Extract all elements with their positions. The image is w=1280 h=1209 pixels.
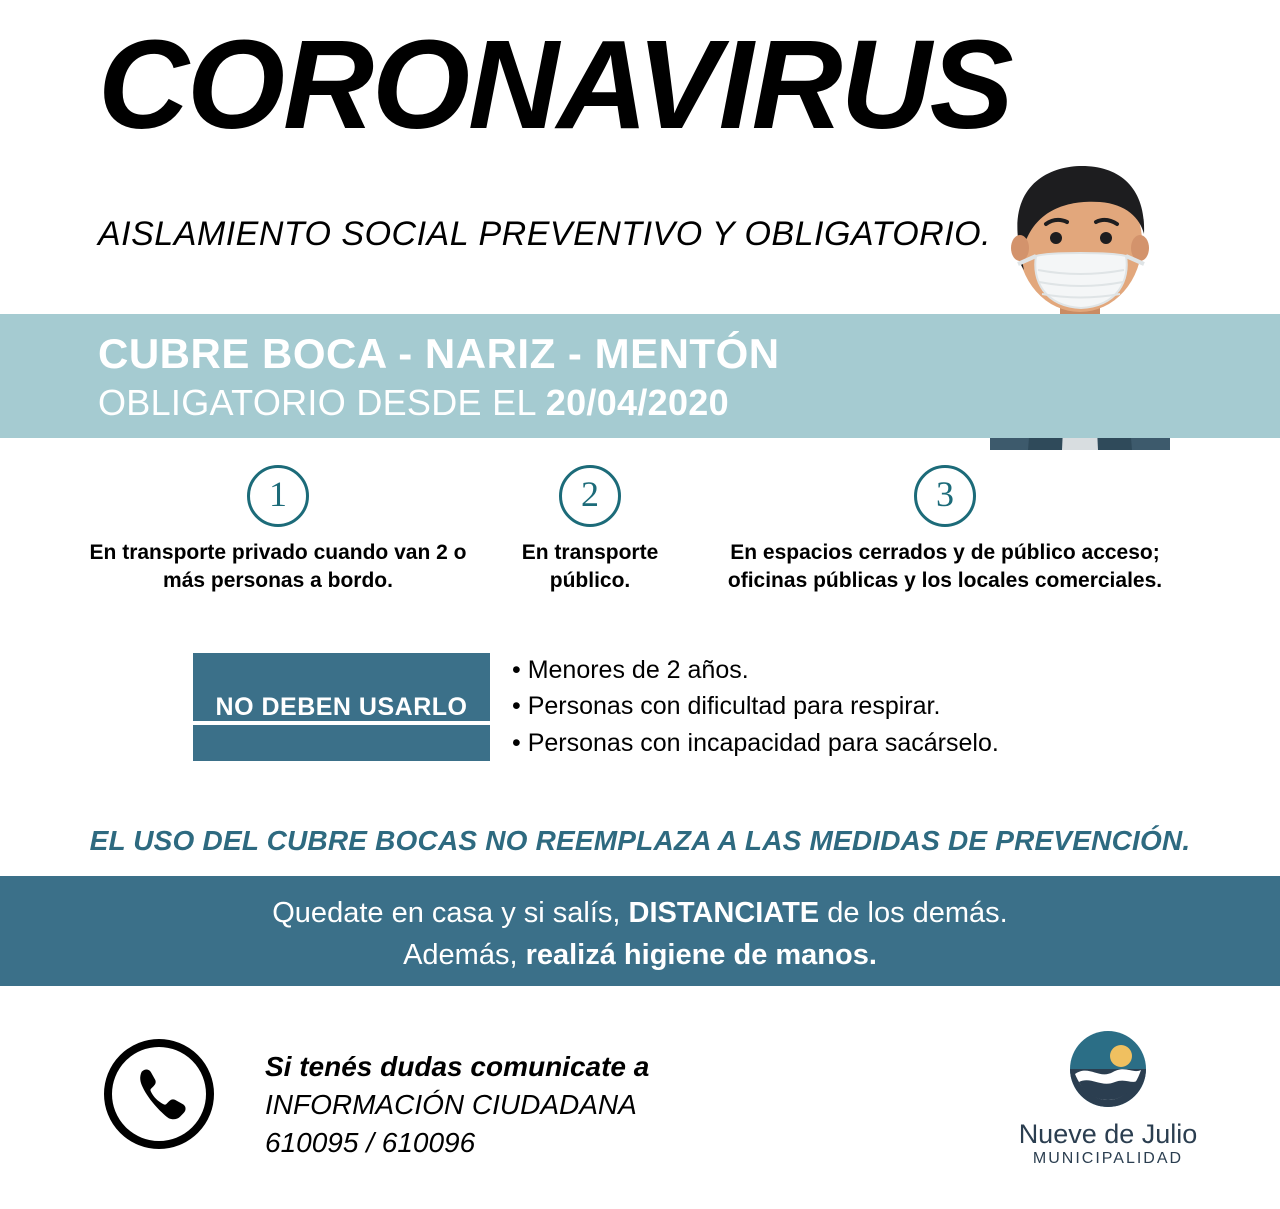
logo-mark-icon <box>1069 1030 1147 1108</box>
rule-item-1 <box>78 465 478 596</box>
contact-phone-numbers: 610095 / 610096 <box>265 1126 476 1158</box>
restriction-item-1: • Menores de 2 años. <box>512 656 749 684</box>
stay-home-line-2-a: Además, <box>403 939 526 972</box>
prevention-note: EL USO DEL CUBRE BOCAS NO REEMPLAZA A LAS MEDIDAS DE PREVENCIÓN. <box>89 825 1191 856</box>
stay-home-line-2 <box>0 934 1280 976</box>
banner-effective-date: 20/04/2020 <box>545 382 729 423</box>
rule-item-3 <box>690 465 1200 596</box>
rule-text-3: En espacios cerrados y de público acceso; oficinas públicas y los locales comerciales. <box>727 541 1163 593</box>
municipality-logo <box>1008 1030 1208 1168</box>
rule-text-2: En transporte público. <box>521 541 659 593</box>
banner-line-2-plain: OBLIGATORIO DESDE EL <box>98 382 546 423</box>
banner-line-1: CUBRE BOCA - NARIZ - MENTÓN <box>98 330 780 377</box>
numbered-rules-row <box>0 455 1280 605</box>
restriction-box-label: NO DEBEN USARLO <box>193 653 490 761</box>
page-title: CORONAVIRUS <box>98 14 1012 155</box>
phone-icon <box>104 1039 214 1149</box>
contact-info <box>265 1048 649 1161</box>
contact-line-1: Si tenés dudas comunicate a <box>265 1051 650 1082</box>
logo-name: Nueve de Julio <box>1018 1119 1198 1149</box>
stay-home-line-1 <box>0 892 1280 934</box>
hygiene-emphasis: realizá higiene de manos. <box>525 939 877 972</box>
rule-text-1: En transporte privado cuando van 2 o más personas a bordo. <box>89 541 467 593</box>
stay-home-emphasis: DISTANCIATE <box>628 897 820 929</box>
page-subtitle: AISLAMIENTO SOCIAL PREVENTIVO Y OBLIGATORIO. <box>98 215 992 253</box>
rule-number-2: 2 <box>559 465 621 527</box>
stay-home-line-1-a: Quedate en casa y si salís, <box>272 897 629 929</box>
restriction-list <box>512 652 1152 761</box>
restriction-item-2: • Personas con dificultad para respirar. <box>512 692 941 721</box>
contact-line-2: INFORMACIÓN CIUDADANA <box>265 1088 637 1120</box>
stay-home-line-1-c: de los demás. <box>819 897 1008 929</box>
restriction-item-3: • Personas con incapacidad para sacárselo. <box>512 728 999 757</box>
rule-item-2 <box>495 465 685 596</box>
logo-subtitle: MUNICIPALIDAD <box>1032 1150 1184 1167</box>
stay-home-banner <box>0 876 1280 986</box>
rule-number-3: 3 <box>914 465 976 527</box>
rule-number-1: 1 <box>247 465 309 527</box>
banner-line-2 <box>98 382 729 424</box>
